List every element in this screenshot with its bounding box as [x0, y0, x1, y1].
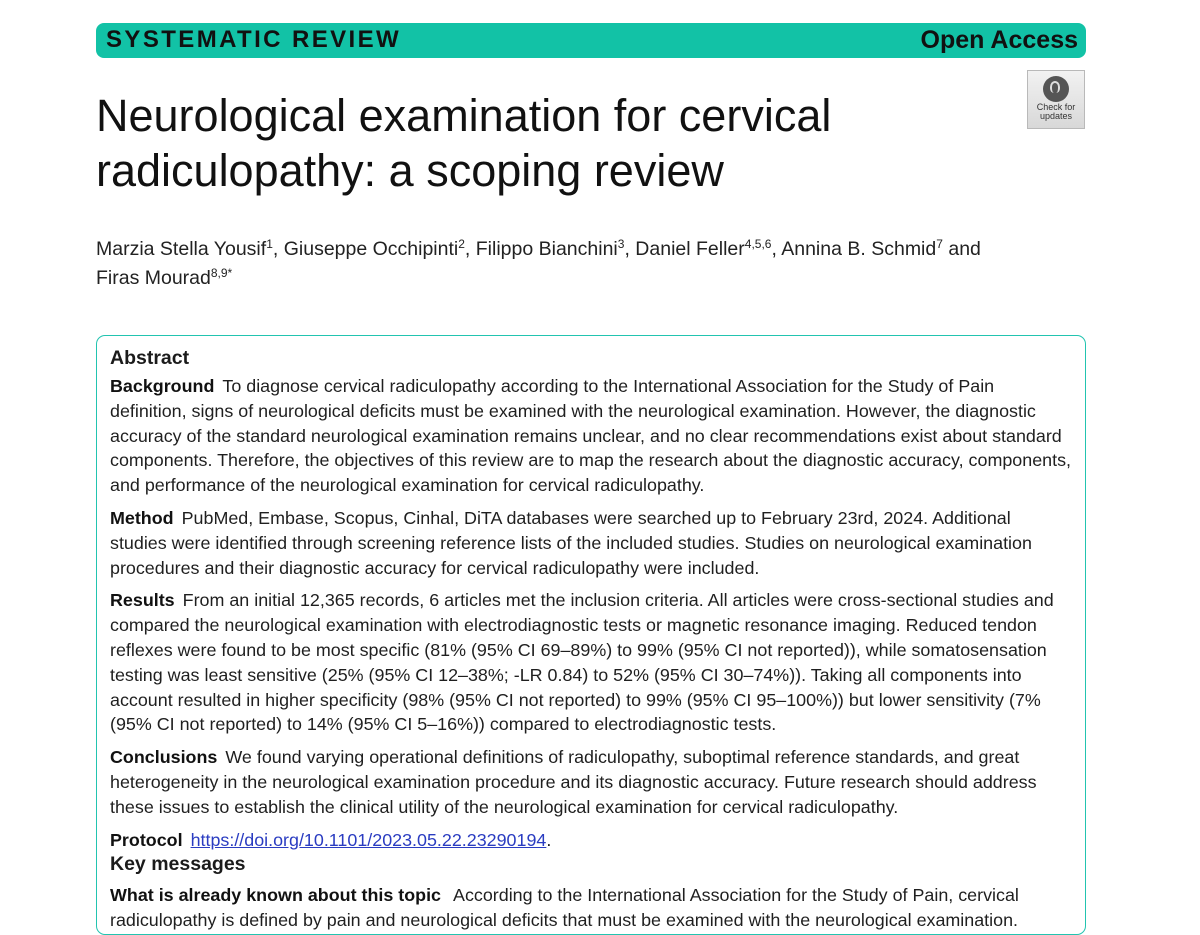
- author-affiliation: 7: [936, 237, 943, 251]
- known-topic-label: What is already known about this topic: [110, 885, 442, 906]
- author-list: [96, 235, 1016, 293]
- protocol-section: [110, 828, 1072, 853]
- author-affiliation: 2: [458, 237, 465, 251]
- author-separator: ,: [771, 238, 782, 260]
- author-name[interactable]: Annina B. Schmid: [781, 238, 937, 260]
- author-affiliation: 8,9*: [210, 266, 233, 280]
- author-affiliation: 1: [266, 237, 273, 251]
- conclusions-section: [110, 745, 1072, 819]
- article-type-label: SYSTEMATIC REVIEW: [106, 26, 402, 53]
- method-label: Method: [110, 507, 174, 528]
- author-separator: ,: [272, 238, 284, 260]
- results-label: Results: [110, 590, 175, 611]
- conclusions-text: We found varying operational definitions of radiculopathy, suboptimal reference standards, and great heterogeneity in the neurological examination procedure and its diagnostic accuracy. Future research should address these issues to establish the clinical utility of the neurological examination for cervical radiculopathy.: [110, 747, 1037, 817]
- method-section: [110, 506, 1072, 580]
- author-name[interactable]: Giuseppe Occhipinti: [283, 238, 459, 260]
- key-messages-heading: Key messages: [110, 853, 246, 876]
- background-section: [110, 374, 1072, 498]
- author-affiliation: 4,5,6: [744, 237, 772, 251]
- method-text: PubMed, Embase, Scopus, Cinhal, DiTA databases were searched up to February 23rd, 2024. Additional studies were identified through screening reference lists of the included studies. Studies on neurological examination procedures and their diagnostic accuracy for cervical radiculopathy were included.: [110, 507, 1032, 578]
- author-affiliation: 3: [617, 237, 625, 251]
- results-section: [110, 588, 1072, 737]
- background-label: Background: [110, 376, 215, 396]
- known-topic-text: According to the International Association for the Study of Pain, cervical radiculopathy is defined by pain and neurological deficits that must be examined with the neurological examination.: [110, 885, 1019, 931]
- check-for-updates-text: Check for updates: [1036, 102, 1076, 121]
- background-text: To diagnose cervical radiculopathy according to the International Association for the Study of Pain definition, signs of neurological deficits must be examined with the neurological examination. However, the diagnostic accuracy of the standard neurological examination remains unclear, and no clear recommendations exist about standard components. Therefore, the objectives of this review are to map the research about the diagnostic accuracy, components, and performance of the neurological examination for cervical radiculopathy.: [110, 376, 1071, 496]
- open-access-label: Open Access: [920, 26, 1078, 54]
- author-separator: ,: [464, 238, 476, 260]
- crossmark-icon: [1043, 76, 1069, 102]
- known-topic-section: [110, 883, 1072, 933]
- conclusions-label: Conclusions: [110, 747, 218, 768]
- abstract-heading: Abstract: [110, 347, 190, 369]
- article-title: Neurological examination for cervical radiculopathy: a scoping review: [96, 90, 832, 196]
- author-separator: ,: [624, 238, 636, 260]
- author-name[interactable]: Filippo Bianchini: [475, 238, 618, 260]
- author-name[interactable]: Marzia Stella Yousif: [96, 238, 267, 260]
- protocol-label: Protocol: [110, 829, 183, 850]
- check-for-updates-badge[interactable]: [1027, 70, 1085, 129]
- author-separator: and: [942, 238, 981, 260]
- abstract-box: [96, 335, 1086, 935]
- author-name[interactable]: Daniel Feller: [635, 238, 745, 260]
- article-type-banner: [96, 23, 1086, 58]
- author-name[interactable]: Firas Mourad: [96, 267, 211, 289]
- protocol-period: .: [546, 829, 552, 850]
- results-text: From an initial 12,365 records, 6 articles met the inclusion criteria. All articles were cross-sectional studies and compared the neurological examination with electrodiagnostic tests or magnetic resonance imaging. Reduced tendon reflexes were found to be most specific (81% (95% CI 69–89%) to 99% (95% CI not reported)), while somatosensation testing was least sensitive (25% (95% CI 12–38%; -LR 0.84) to 52% (95% CI 30–74%)). Taking all components into account resulted in higher specificity (98% (95% CI not reported) to 99% (95% CI 95–100%)) but lower sensitivity (7% (95% CI not reported) to 14% (95% CI 5–16%)) compared to electrodiagnostic tests.: [110, 590, 1054, 735]
- protocol-link[interactable]: https://doi.org/10.1101/2023.05.22.23290194: [190, 829, 547, 850]
